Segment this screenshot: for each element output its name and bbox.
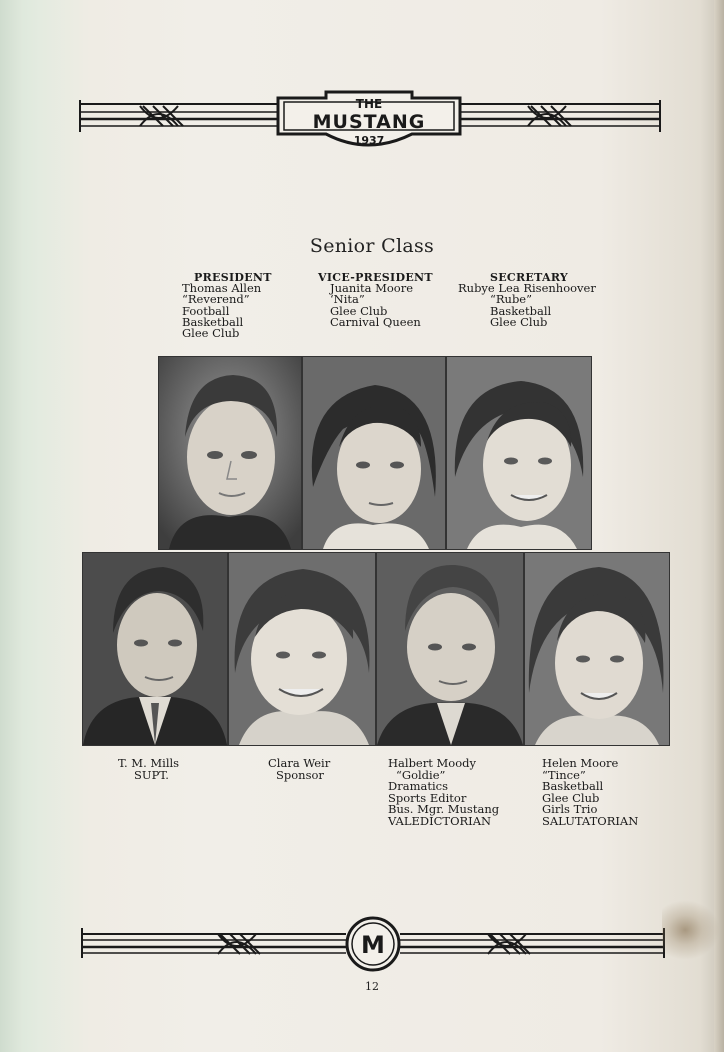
caption-name: Halbert Moody — [388, 756, 476, 770]
officer-vice-president — [318, 272, 433, 328]
portrait-helen-moore — [524, 552, 670, 746]
portrait-thomas-allen — [158, 356, 302, 550]
officer-name: Thomas Allen — [182, 281, 262, 296]
caption-line: Glee Club — [542, 790, 600, 805]
caption-line: Bus. Mgr. Mustang — [388, 802, 500, 817]
caption-tm-mills — [118, 758, 179, 781]
caption-line: Sports Editor — [388, 790, 467, 805]
masthead-ornament — [78, 90, 662, 154]
officer-line: Glee Club — [490, 314, 548, 329]
caption-helen-moore — [542, 758, 638, 828]
officer-line: Glee Club — [330, 303, 388, 318]
officer-line: “Rube” — [490, 292, 532, 307]
officer-line: “Reverend” — [182, 292, 250, 307]
officer-line: Glee Club — [182, 326, 240, 341]
officer-line: Carnival Queen — [330, 314, 421, 329]
officer-role: VICE-PRESIDENT — [318, 271, 433, 284]
officer-secretary — [458, 272, 596, 328]
page-right-edge — [714, 0, 724, 1052]
officer-name: Juanita Moore — [330, 281, 414, 296]
caption-line: Basketball — [542, 779, 604, 794]
caption-halbert-moody — [388, 758, 499, 828]
footer-ornament — [80, 916, 666, 976]
officer-role: PRESIDENT — [194, 271, 272, 284]
portrait-juanita-moore — [302, 356, 446, 550]
monogram-m: M — [361, 931, 385, 959]
page-binding-edge — [0, 0, 22, 1052]
caption-name: Helen Moore — [542, 756, 619, 770]
caption-line: SUPT. — [134, 767, 169, 782]
masthead-year: 1937 — [353, 134, 385, 147]
portrait-tm-mills — [82, 552, 228, 746]
officer-line: Basketball — [182, 314, 244, 329]
portrait-halbert-moody — [376, 552, 524, 746]
page-title: Senior Class — [309, 235, 435, 257]
caption-clara-weir — [268, 758, 330, 781]
officer-president — [182, 272, 272, 339]
caption-line: VALEDICTORIAN — [388, 813, 492, 828]
caption-name: Clara Weir — [268, 756, 331, 770]
masthead-the: THE — [355, 97, 383, 111]
caption-line: “Tince” — [542, 767, 586, 782]
paper-stain — [662, 900, 720, 960]
officer-line: Football — [182, 303, 230, 318]
page-number: 12 — [365, 980, 379, 993]
caption-name: T. M. Mills — [118, 756, 180, 770]
caption-line: SALUTATORIAN — [542, 813, 639, 828]
officer-role: SECRETARY — [490, 271, 569, 284]
portrait-clara-weir — [228, 552, 376, 746]
portrait-rubye-lea-risenhoover — [446, 356, 592, 550]
caption-line: Girls Trio — [542, 802, 598, 817]
caption-line: “Goldie” — [396, 767, 446, 782]
caption-line: Sponsor — [276, 767, 324, 782]
officer-line: ‘Nita” — [330, 292, 365, 307]
officer-name: Rubye Lea Risenhoover — [458, 281, 596, 296]
officer-line: Basketball — [490, 303, 552, 318]
caption-line: Dramatics — [388, 779, 448, 794]
masthead-mustang: MUSTANG — [312, 111, 426, 133]
